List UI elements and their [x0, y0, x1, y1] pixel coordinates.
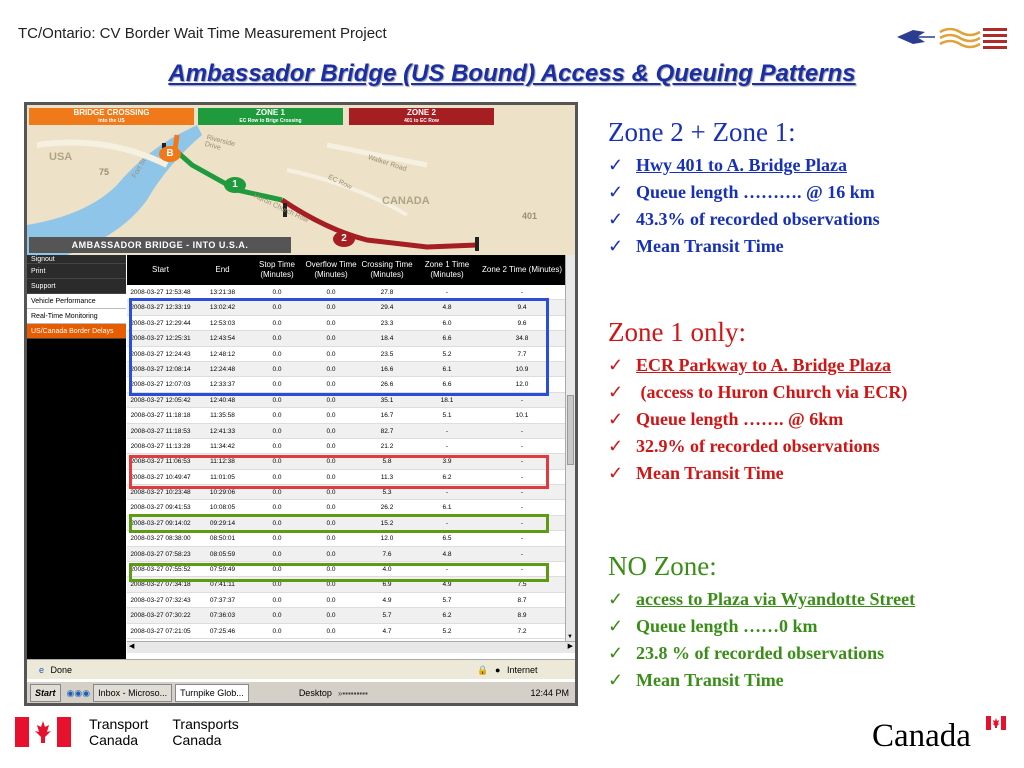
table-cell: 2008-03-27 12:24:43 — [130, 350, 191, 358]
table-cell: 13:02:42 — [209, 304, 236, 312]
zone1-item: ✓ Queue length ……. @ 6km — [608, 409, 844, 429]
table-cell: 12:33:37 — [209, 381, 236, 389]
table-row[interactable] — [127, 608, 565, 623]
zone1-highlight — [129, 455, 549, 489]
table-cell: 0.0 — [272, 596, 282, 604]
table-cell: 2008-03-27 12:33:19 — [130, 304, 191, 312]
table-cell: 4.8 — [442, 550, 452, 558]
table-cell: 08:05:59 — [209, 550, 236, 558]
table-cell: 0.0 — [272, 396, 282, 404]
project-title: TC/Ontario: CV Border Wait Time Measurement Project — [18, 25, 387, 42]
table-cell: 2008-03-27 11:18:53 — [130, 427, 191, 435]
table-cell: 0.0 — [326, 412, 336, 420]
table-cell: 0.0 — [326, 350, 336, 358]
table-cell: 10.1 — [515, 412, 529, 420]
table-cell: 0.0 — [272, 550, 282, 558]
table-cell: 2008-03-27 11:18:18 — [130, 412, 191, 420]
col-overflow-time[interactable]: Overflow Time (Minutes) — [305, 260, 357, 279]
table-cell: 35.1 — [380, 396, 394, 404]
table-cell: 18.4 — [380, 335, 394, 343]
table-cell: - — [520, 289, 524, 296]
sidebar-item-vehicle-performance[interactable]: Vehicle Performance — [27, 294, 126, 309]
table-cell: 7.5 — [517, 581, 527, 589]
table-cell: 0.0 — [326, 535, 336, 543]
task-turnpike[interactable]: Turnpike Glob... — [175, 684, 249, 702]
table-cell: 5.7 — [442, 596, 452, 604]
table-cell: 2008-03-27 12:07:03 — [130, 381, 191, 389]
table-cell: 16.6 — [380, 365, 394, 373]
nozone-highlight-1 — [129, 514, 549, 533]
table-cell: 0.0 — [272, 319, 282, 327]
nozone-item: ✓ Queue length ……0 km — [608, 616, 818, 636]
zone21-item: ✓ Hwy 401 to A. Bridge Plaza — [608, 155, 847, 175]
table-cell: 12:41:33 — [209, 427, 236, 435]
table-cell: 0.0 — [272, 612, 282, 620]
table-cell: 23.3 — [380, 319, 394, 327]
table-cell: 11:34:42 — [210, 442, 235, 450]
map-banner: AMBASSADOR BRIDGE - INTO U.S.A. — [29, 237, 291, 253]
table-cell: 6.2 — [442, 473, 452, 481]
table-cell: 6.6 — [442, 381, 452, 389]
table-cell: 0.0 — [326, 473, 336, 481]
table-cell: 29.4 — [380, 304, 394, 312]
table-cell: 2008-03-27 10:49:47 — [130, 473, 191, 481]
table-cell: 3.9 — [442, 458, 452, 466]
table-cell: 2008-03-27 08:38:00 — [130, 535, 191, 543]
table-cell: 11:35:58 — [210, 412, 235, 420]
table-cell: 4.9 — [382, 596, 392, 604]
table-cell: 12:40:48 — [209, 396, 236, 404]
table-cell: 5.2 — [442, 627, 452, 635]
table-cell: 13:21:38 — [209, 289, 236, 296]
table-cell: 0.0 — [272, 535, 282, 543]
transport-canada-signature — [15, 716, 239, 748]
label-canada: CANADA — [382, 195, 430, 207]
slide-title: Ambassador Bridge (US Bound) Access & Queuing Patterns — [168, 60, 856, 87]
zone1-item: ✓ ECR Parkway to A. Bridge Plaza — [608, 355, 891, 375]
globe-icon: ● — [495, 665, 501, 675]
sidebar-item-border-delays[interactable]: US/Canada Border Delays — [27, 324, 126, 339]
table-cell: - — [520, 519, 524, 527]
table-cell: 12.0 — [380, 535, 394, 543]
nozone-panel — [608, 551, 915, 694]
table-cell: 0.0 — [272, 427, 282, 435]
table-cell: 6.0 — [442, 319, 452, 327]
table-cell: 11:12:38 — [210, 458, 235, 466]
table-cell: 18.1 — [440, 396, 454, 404]
scroll-left-icon[interactable]: ◀ — [129, 643, 135, 650]
table-cell: 6.5 — [442, 535, 452, 543]
table-cell: - — [445, 289, 449, 296]
quicklaunch-icon[interactable]: ◉◉◉ — [66, 687, 91, 698]
label-usa: USA — [49, 151, 73, 163]
table-cell: 0.0 — [272, 350, 282, 358]
table-cell: 5.8 — [382, 458, 392, 466]
table-cell: 4.8 — [442, 304, 452, 312]
table-cell: - — [520, 566, 524, 574]
col-crossing-time[interactable]: Crossing Time (Minutes) — [361, 260, 413, 279]
table-cell: 0.0 — [326, 550, 336, 558]
task-inbox[interactable]: Inbox - Microso... — [93, 684, 172, 702]
table-cell: 0.0 — [272, 504, 282, 512]
table-cell: 0.0 — [272, 304, 282, 312]
table-cell: 0.0 — [272, 473, 282, 481]
col-stop-time[interactable]: Stop Time (Minutes) — [258, 260, 295, 279]
table-cell: 2008-03-27 07:58:23 — [130, 550, 191, 558]
table-cell: 11.3 — [380, 473, 394, 481]
table-cell: 23.5 — [380, 350, 394, 358]
table-cell: 5.3 — [382, 489, 392, 497]
marker-1-icon: 1 — [224, 177, 246, 193]
marker-2-icon: 2 — [333, 231, 355, 247]
table-cell: 34.8 — [515, 335, 529, 343]
route-map — [27, 105, 575, 255]
table-cell: 0.0 — [272, 365, 282, 373]
table-cell: - — [520, 504, 524, 512]
transport-fr: Transports Canada — [172, 716, 239, 748]
col-start[interactable]: Start — [152, 265, 169, 274]
transport-en: Transport Canada — [89, 716, 149, 748]
start-button[interactable]: Start — [30, 684, 61, 702]
label-walker: Walker Road — [366, 153, 408, 174]
table-row[interactable] — [127, 439, 565, 454]
table-cell: - — [520, 458, 524, 466]
table-cell: 0.0 — [326, 381, 336, 389]
zone-text: Internet — [507, 665, 538, 675]
table-cell: - — [520, 442, 524, 450]
sidebar-item-real-time-monitoring[interactable]: Real-Time Monitoring — [27, 309, 126, 324]
table-cell: 07:59:49 — [209, 566, 236, 574]
table-row[interactable] — [127, 408, 565, 423]
table-cell: 12:24:48 — [209, 365, 236, 373]
table-cell: 2008-03-27 11:13:28 — [130, 442, 191, 450]
table-cell: 12:53:03 — [209, 319, 236, 327]
transport-logo-icon — [895, 22, 1010, 52]
label-fort-st: Fort St — [131, 157, 148, 180]
table-cell: - — [445, 489, 449, 497]
table-cell: 0.0 — [326, 612, 336, 620]
table-cell: 0.0 — [326, 442, 336, 450]
table-cell: 2008-03-27 09:41:53 — [130, 504, 191, 512]
zone21-item: ✓ Queue length ………. @ 16 km — [608, 182, 875, 202]
table-cell: 6.1 — [442, 365, 452, 373]
table-cell: 0.0 — [326, 566, 336, 574]
nozone-item: ✓ Mean Transit Time — [608, 670, 784, 690]
table-cell: - — [445, 442, 449, 450]
table-cell: 2008-03-27 12:53:48 — [130, 289, 191, 296]
table-cell: 2008-03-27 10:23:48 — [130, 489, 191, 497]
table-cell: 0.0 — [326, 489, 336, 497]
table-cell: 0.0 — [272, 442, 282, 450]
app-screenshot — [24, 102, 578, 706]
table-cell: 2008-03-27 09:14:02 — [130, 519, 191, 527]
nozone-item: ✓ 23.8 % of recorded observations — [608, 643, 885, 663]
sidebar-item-support[interactable]: Support — [27, 279, 126, 294]
zone21-item: ✓ Mean Transit Time — [608, 236, 784, 256]
table-cell: 12:43:54 — [209, 335, 236, 343]
table-cell: 4.9 — [442, 581, 452, 589]
table-cell: 0.0 — [272, 381, 282, 389]
table-cell: 7.7 — [517, 350, 527, 358]
marker-b-icon: B — [159, 146, 181, 162]
table-cell: 0.0 — [326, 396, 336, 404]
table-cell: 2008-03-27 12:29:44 — [130, 319, 191, 327]
table-cell: 0.0 — [326, 581, 336, 589]
table-cell: 5.1 — [442, 412, 452, 420]
table-cell: 0.0 — [272, 289, 282, 296]
col-zone1-time[interactable]: Zone 1 Time (Minutes) — [424, 260, 470, 279]
label-riverside: Riverside Drive — [203, 134, 236, 152]
browser-statusbar — [27, 659, 575, 679]
table-cell: 0.0 — [326, 504, 336, 512]
table-cell: 0.0 — [326, 319, 336, 327]
table-cell: 0.0 — [272, 519, 282, 527]
table-cell: 0.0 — [272, 581, 282, 589]
table-cell: 0.0 — [326, 596, 336, 604]
table-cell: 15.2 — [380, 519, 394, 527]
table-cell: 0.0 — [326, 458, 336, 466]
table-cell: 07:41:11 — [210, 581, 235, 589]
table-cell: - — [445, 427, 449, 435]
zone1-item: ✓ Mean Transit Time — [608, 463, 784, 483]
table-cell: 5.2 — [442, 350, 452, 358]
table-cell: 09:29:14 — [209, 519, 236, 527]
app-sidebar — [27, 255, 126, 659]
table-cell: 27.8 — [380, 289, 394, 296]
zone21-panel — [608, 117, 880, 260]
table-cell: - — [520, 550, 524, 558]
label-hwy401: 401 — [522, 211, 538, 221]
table-cell: 11:01:05 — [210, 473, 235, 481]
desktop-toolbar[interactable]: Desktop — [298, 688, 332, 698]
table-row[interactable] — [127, 624, 565, 639]
label-hwy75: 75 — [99, 167, 110, 177]
table-row[interactable] — [127, 424, 565, 439]
zone1-item: ✓ (access to Huron Church via ECR) — [608, 382, 908, 402]
table-cell: - — [520, 535, 524, 543]
table-cell: 26.2 — [380, 504, 394, 512]
table-cell: 2008-03-27 11:06:53 — [130, 458, 191, 466]
sidebar-item-print[interactable]: Print — [27, 264, 126, 279]
table-cell: 8.7 — [517, 596, 527, 604]
table-cell: 4.0 — [382, 566, 392, 574]
table-cell: - — [445, 566, 449, 574]
table-row[interactable] — [127, 547, 565, 562]
canada-flag-icon — [15, 717, 71, 747]
lock-icon: 🔒 — [477, 665, 489, 675]
table-cell: 2008-03-27 07:21:05 — [130, 627, 191, 635]
table-cell: 12.0 — [515, 381, 529, 389]
table-cell: 6.6 — [442, 335, 452, 343]
table-cell: 0.0 — [326, 627, 336, 635]
table-cell: - — [520, 427, 524, 435]
table-cell: 2008-03-27 12:05:42 — [130, 396, 191, 404]
table-cell: 0.0 — [326, 289, 336, 296]
clock: 12:44 PM — [530, 688, 569, 698]
nozone-highlight-2 — [129, 563, 549, 582]
table-cell: 07:25:46 — [209, 627, 236, 635]
zone1-panel — [608, 317, 907, 487]
status-text: Done — [50, 665, 73, 675]
table-cell: 6.2 — [442, 612, 452, 620]
table-cell: 6.9 — [382, 581, 392, 589]
table-cell: 2008-03-27 07:30:22 — [130, 612, 191, 620]
table-cell: 2008-03-27 07:32:43 — [130, 596, 191, 604]
scroll-right-icon[interactable]: ▶ — [567, 643, 573, 650]
vertical-scrollbar[interactable] — [565, 255, 575, 641]
nozone-title: NO Zone: — [608, 551, 717, 581]
table-cell: 0.0 — [326, 519, 336, 527]
table-cell: 07:36:03 — [209, 612, 236, 620]
table-cell: 26.6 — [380, 381, 394, 389]
horizontal-scrollbar[interactable] — [127, 641, 575, 653]
table-cell: 0.0 — [326, 365, 336, 373]
table-row[interactable] — [127, 531, 565, 546]
windows-taskbar — [27, 680, 575, 704]
zone21-highlight — [129, 298, 549, 396]
table-cell: - — [520, 489, 524, 497]
table-cell: 0.0 — [272, 335, 282, 343]
table-cell: 4.7 — [382, 627, 392, 635]
zone21-item: ✓ 43.3% of recorded observations — [608, 209, 880, 229]
table-cell: 2008-03-27 07:55:52 — [130, 566, 191, 574]
table-header — [127, 255, 565, 285]
table-cell: 0.0 — [326, 335, 336, 343]
label-huron: Huron Church Row — [252, 192, 310, 225]
ie-icon: e — [39, 665, 45, 675]
legend-bridge-crossing: BRIDGE CROSSING into the US — [29, 108, 194, 125]
zone1-item: ✓ 32.9% of recorded observations — [608, 436, 880, 456]
zone1-title: Zone 1 only: — [608, 317, 746, 347]
wordmark-flag-icon — [986, 716, 1006, 730]
table-cell: 10:29:06 — [209, 489, 236, 497]
table-cell: 2008-03-27 12:25:31 — [130, 335, 191, 343]
legend-zone1: ZONE 1 EC Row to Brige Crossing — [198, 108, 343, 125]
zone21-title: Zone 2 + Zone 1: — [608, 117, 796, 147]
sidebar-item-signout[interactable]: Signout — [27, 255, 126, 264]
table-cell: 9.6 — [517, 319, 527, 327]
table-cell: 8.9 — [517, 612, 527, 620]
table-cell: 10:08:05 — [209, 504, 236, 512]
col-zone2-time[interactable]: Zone 2 Time (Minutes) — [481, 265, 563, 274]
table-cell: 0.0 — [272, 412, 282, 420]
table-cell: 9.4 — [517, 304, 527, 312]
table-cell: 0.0 — [326, 304, 336, 312]
table-cell: 7.2 — [517, 627, 527, 635]
table-cell: 6.1 — [442, 504, 452, 512]
table-cell: - — [445, 519, 449, 527]
col-end[interactable]: End — [215, 265, 230, 274]
table-cell: 0.0 — [326, 427, 336, 435]
table-cell: 82.7 — [380, 427, 394, 435]
table-cell: 21.2 — [380, 442, 394, 450]
table-cell: 0.0 — [272, 566, 282, 574]
table-cell: 0.0 — [272, 627, 282, 635]
table-cell: 07:37:37 — [209, 596, 236, 604]
label-ec-row: EC Row — [326, 173, 353, 192]
tray-icons-icon[interactable]: »▪▪▪▪▪▪▪▪▪ — [337, 688, 368, 698]
table-cell: 08:50:01 — [209, 535, 236, 543]
table-cell: - — [520, 473, 524, 481]
table-cell: 2008-03-27 12:08:14 — [130, 365, 191, 373]
scroll-down-icon[interactable]: ▼ — [567, 634, 573, 640]
table-cell: 16.7 — [380, 412, 394, 420]
table-cell: 7.6 — [382, 550, 392, 558]
table-cell: 5.7 — [382, 612, 392, 620]
table-cell: - — [520, 396, 524, 404]
nozone-item: ✓ access to Plaza via Wyandotte Street — [608, 589, 916, 609]
table-cell: 2008-03-27 07:34:18 — [130, 581, 191, 589]
table-cell: 0.0 — [272, 458, 282, 466]
table-row[interactable] — [127, 593, 565, 608]
legend-zone2: ZONE 2 401 to EC Row — [349, 108, 494, 125]
table-cell: 10.9 — [515, 365, 529, 373]
table-cell: 12:48:12 — [209, 350, 236, 358]
table-cell: 0.0 — [272, 489, 282, 497]
canada-wordmark: Canada — [872, 718, 971, 754]
